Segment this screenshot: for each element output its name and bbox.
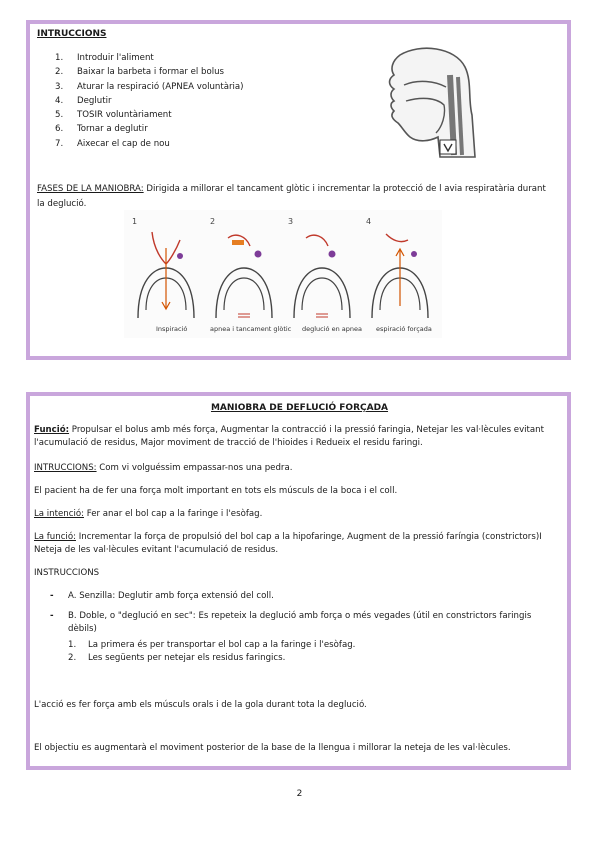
phases-line-1: FASES DE LA MANIOBRA: Dirigida a millorar el tancament glòtic i incrementar la protecció de l avia respiratària durant xyxy=(37,184,546,194)
la-funcio-paragraph: La funció: Incrementar la força de propulsió del bol cap a la hipofaringe, Augment de la pressió faríngia (constrictors)I Neteja de les val·lècules evitant l'acumulació de residus. xyxy=(34,532,542,555)
phase-caption-1: Inspiració xyxy=(156,325,188,333)
pacient-line: El pacient ha de fer una força molt important en tots els músculs de la boca i el coll. xyxy=(34,486,398,496)
phase-caption-2: apnea i tancament glòtic xyxy=(210,325,292,333)
intencio-line: La intenció: Fer anar el bol cap a la faringe i l'esòfag. xyxy=(34,509,263,519)
phase-caption-3: deglució en apnea xyxy=(302,325,362,333)
svg-text:2: 2 xyxy=(210,217,216,226)
sub-step-item: 1. La primera és per transportar el bol cap a la faringe i l'esòfag. xyxy=(68,640,356,650)
instructions-heading: INSTRUCCIONS xyxy=(34,568,100,578)
svg-text:1: 1 xyxy=(132,217,138,226)
intruccions-line: INTRUCCIONS: Com vi volguéssim empassar-nos una pedra. xyxy=(34,463,293,473)
step-item: 5. TOSIR voluntàriament xyxy=(55,110,172,121)
step-item: 1. Introduir l'aliment xyxy=(55,53,154,63)
sub-step-item: 2. Les següents per netejar els residus faringics. xyxy=(68,653,286,663)
maneuver-phases-figure xyxy=(124,210,442,338)
section2-title: MANIOBRA DE DEFLUCIÓ FORÇADA xyxy=(210,403,389,413)
step-item: 6. Tornar a deglutir xyxy=(55,124,148,135)
objectiu-line: El objectiu es augmentarà el moviment posterior de la base de la llengua i millorar la neteja de les val·lècules. xyxy=(34,743,511,753)
sub-steps xyxy=(68,639,355,665)
funcio-paragraph: Funció: Propulsar el bolus amb més força, Augmentar la contracció i la pressió faringia, Netejar les val·lècules evitant l'acumulació de residus, Major moviment de tracció de l'hioides i Redueix el residu faringi. xyxy=(34,425,545,448)
svg-text:4: 4 xyxy=(366,217,372,226)
bullet-a: - A. Senzilla: Deglutir amb força extensió del coll. xyxy=(50,591,274,601)
step-item: 4. Deglutir xyxy=(55,95,112,106)
phase-caption-4: espiració forçada xyxy=(376,325,432,333)
page-number: 2 xyxy=(296,789,303,799)
bullet-b: - B. Doble, o "deglució en sec": Es repeteix la deglució amb força o més vegades (útil en constrictors faringis dèbils) xyxy=(50,611,532,634)
svg-text:3: 3 xyxy=(288,217,294,226)
accio-line: L'acció es fer força amb els músculs orals i de la gola durant tota la deglució. xyxy=(34,700,367,710)
head-profile-illustration xyxy=(380,45,485,160)
step-item: 2. Baixar la barbeta i formar el bolus xyxy=(55,67,225,78)
step-item: 3. Aturar la respiració (APNEA voluntària) xyxy=(55,81,244,92)
phases-line-2: la deglució. xyxy=(37,199,87,209)
section1-title: INTRUCCIONS xyxy=(37,29,107,39)
step-item: 7. Aixecar el cap de nou xyxy=(55,138,170,149)
instruction-steps xyxy=(55,51,244,151)
